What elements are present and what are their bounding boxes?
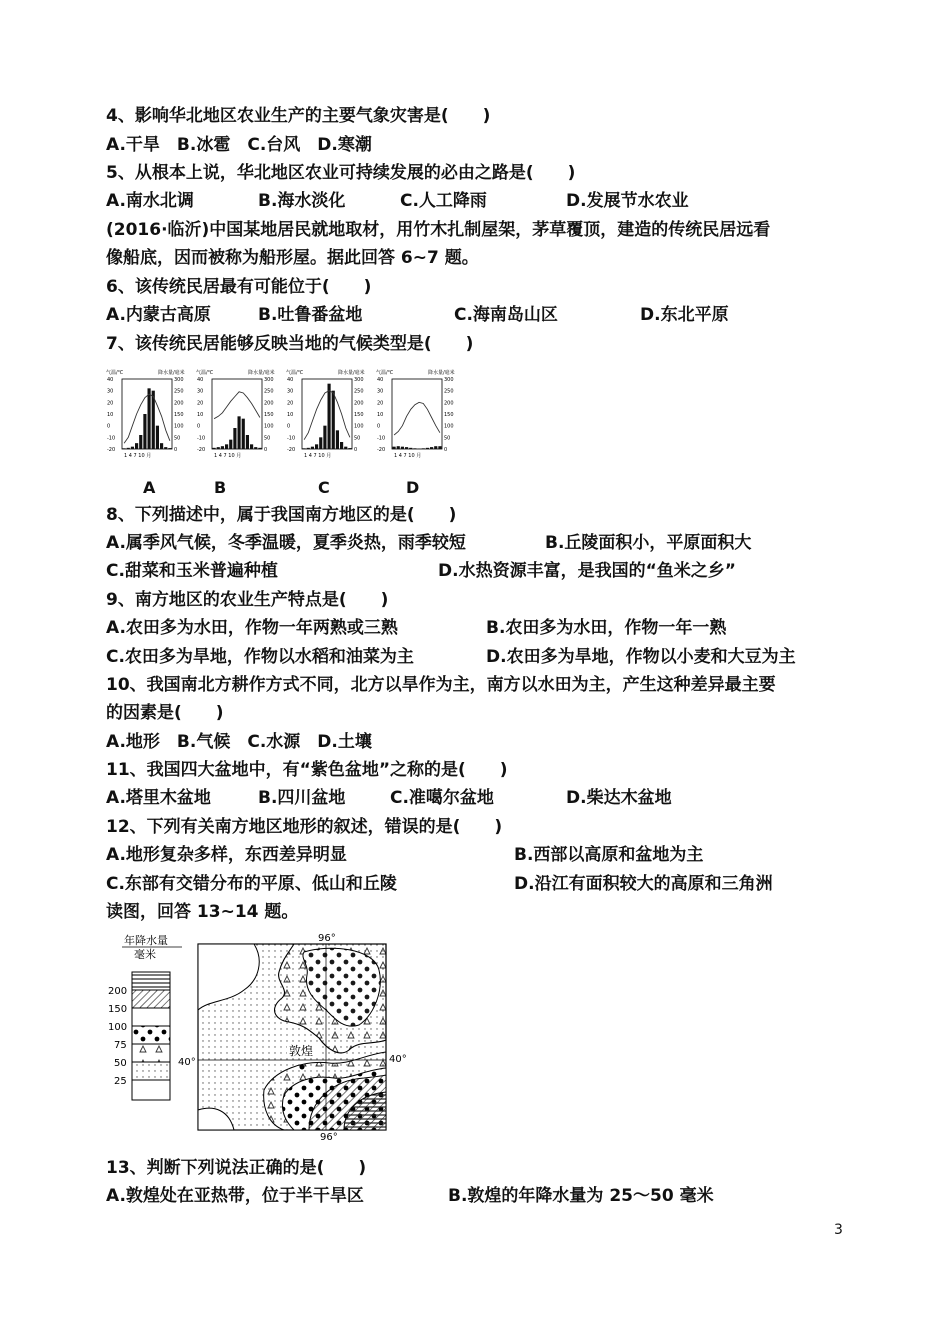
climate-precip-bar xyxy=(135,443,138,449)
climate-left-tick: 30 xyxy=(377,388,384,395)
climate-precip-bar xyxy=(413,448,416,449)
q13-option-a: A.敦煌处在亚热带，位于半干旱区 xyxy=(106,1186,364,1206)
climate-right-tick: 250 xyxy=(264,388,274,395)
climate-precip-bar xyxy=(311,447,314,449)
legend-value-150: 150 xyxy=(108,1004,128,1015)
legend-value-200: 200 xyxy=(108,986,128,997)
climate-x-ticks: 1 4 7 10 月 xyxy=(124,453,152,459)
climate-precip-bar xyxy=(250,444,253,449)
climate-precip-bar xyxy=(315,444,318,449)
climate-right-tick: 200 xyxy=(354,400,364,407)
climate-right-tick: 100 xyxy=(174,423,184,430)
climate-right-tick: 50 xyxy=(174,435,181,442)
climate-chart-0 xyxy=(106,369,185,459)
climate-precip-bar xyxy=(139,435,142,449)
q12-stem: 12、下列有关南方地区地形的叙述，错误的是( ) xyxy=(106,817,503,837)
climate-right-tick: 300 xyxy=(264,377,274,383)
climate-right-tick: 300 xyxy=(354,377,364,383)
q11-option-a: A.塔里木盆地 xyxy=(106,788,211,808)
climate-charts xyxy=(106,367,476,467)
climate-label-d: D xyxy=(406,478,420,497)
climate-label-c: C xyxy=(318,478,330,497)
map-lon-top: 96° xyxy=(318,933,336,944)
climate-precip-bar xyxy=(148,388,151,449)
climate-chart-1 xyxy=(196,369,275,459)
climate-precip-bar xyxy=(348,448,351,449)
climate-right-tick: 300 xyxy=(444,377,454,383)
climate-left-title: 气温/℃ xyxy=(376,370,394,376)
climate-right-tick: 150 xyxy=(354,412,364,418)
climate-right-tick: 150 xyxy=(444,412,454,418)
climate-precip-bar xyxy=(405,447,408,449)
climate-precip-bar xyxy=(344,447,347,449)
intro-6-7-line1: (2016·临沂)中国某地居民就地取材，用竹木扎制屋架，茅草覆顶，建造的传统民居远看 xyxy=(106,220,771,240)
climate-precip-bar xyxy=(229,440,232,449)
q12-option-a: A.地形复杂多样，东西差异明显 xyxy=(106,845,347,865)
climate-precip-bar xyxy=(430,447,433,449)
climate-x-ticks: 1 4 7 10 月 xyxy=(304,453,332,459)
climate-left-title: 气温/℃ xyxy=(196,370,214,376)
climate-precip-bar xyxy=(319,437,322,449)
climate-left-tick: -10 xyxy=(287,435,296,442)
climate-frame xyxy=(122,379,172,449)
climate-right-tick: 300 xyxy=(174,377,184,383)
climate-precip-bar xyxy=(307,448,310,449)
climate-left-tick: 40 xyxy=(197,377,204,383)
climate-right-tick: 250 xyxy=(354,388,364,395)
climate-left-tick: 40 xyxy=(377,377,384,383)
climate-precip-bar xyxy=(156,426,159,449)
climate-precip-bar xyxy=(143,414,146,449)
climate-precip-bar xyxy=(426,448,429,449)
climate-right-tick: 100 xyxy=(354,423,364,430)
legend-value-75: 75 xyxy=(114,1040,127,1051)
climate-precip-bar xyxy=(438,446,441,449)
climate-left-tick: 20 xyxy=(377,400,384,407)
climate-left-tick: 40 xyxy=(287,377,294,383)
climate-precip-bar xyxy=(336,430,339,449)
climate-right-tick: 0 xyxy=(174,447,178,453)
q9-stem: 9、南方地区的农业生产特点是( ) xyxy=(106,590,389,610)
q10-line1: 10、我国南北方耕作方式不同，北方以旱作为主，南方以水田为主，产生这种差异最主要 xyxy=(106,675,776,695)
climate-right-tick: 0 xyxy=(444,447,448,453)
climate-precip-bar xyxy=(393,447,396,449)
climate-right-title: 降水量/毫米 xyxy=(158,370,185,376)
climate-right-tick: 50 xyxy=(264,435,271,442)
climate-right-tick: 250 xyxy=(174,388,184,395)
climate-right-tick: 100 xyxy=(264,423,274,430)
q12-option-d: D.沿江有面积较大的高原和三角洲 xyxy=(514,874,773,894)
climate-precip-bar xyxy=(242,419,245,449)
legend-title-2: 毫米 xyxy=(134,948,156,961)
climate-precip-bar xyxy=(434,446,437,449)
q5-option-b: B.海水淡化 xyxy=(258,191,346,211)
climate-label-a: A xyxy=(143,478,156,497)
intro-6-7-line2: 像船底，因而被称为船形屋。据此回答 6~7 题。 xyxy=(106,248,479,268)
climate-left-tick: 30 xyxy=(197,388,204,395)
climate-precip-bar xyxy=(328,384,331,449)
climate-right-tick: 200 xyxy=(264,400,274,407)
climate-right-tick: 0 xyxy=(264,447,268,453)
climate-right-title: 降水量/毫米 xyxy=(338,370,365,376)
q13-option-b: B.敦煌的年降水量为 25～50 毫米 xyxy=(448,1186,714,1206)
climate-x-ticks: 1 4 7 10 月 xyxy=(394,453,422,459)
climate-right-title: 降水量/毫米 xyxy=(428,370,455,376)
climate-precip-bar xyxy=(303,448,306,449)
climate-left-tick: 0 xyxy=(287,423,291,430)
climate-left-tick: 0 xyxy=(197,423,201,430)
q8-option-b: B.丘陵面积小，平原面积大 xyxy=(545,533,752,553)
q7-stem: 7、该传统民居能够反映当地的气候类型是( ) xyxy=(106,334,474,354)
climate-precip-bar xyxy=(238,416,241,449)
climate-precip-bar xyxy=(233,428,236,449)
q9-option-c: C.农田多为旱地，作物以水稻和油菜为主 xyxy=(106,647,414,667)
q11-option-b: B.四川盆地 xyxy=(258,788,346,808)
climate-left-tick: 10 xyxy=(377,412,384,418)
climate-precip-bar xyxy=(340,442,343,449)
q5-option-d: D.发展节水农业 xyxy=(566,191,689,211)
q8-option-a: A.属季风气候，冬季温暖，夏季炎热，雨季较短 xyxy=(106,533,466,553)
climate-left-tick: 10 xyxy=(107,412,114,418)
climate-right-tick: 50 xyxy=(444,435,451,442)
climate-label-b: B xyxy=(214,478,227,497)
q5-option-c: C.人工降雨 xyxy=(400,191,487,211)
climate-left-tick: -20 xyxy=(197,447,206,453)
q6-option-a: A.内蒙古高原 xyxy=(106,305,211,325)
climate-precip-bar xyxy=(254,447,257,449)
climate-right-tick: 250 xyxy=(444,388,454,395)
climate-x-ticks: 1 4 7 10 月 xyxy=(214,453,242,459)
climate-left-tick: 10 xyxy=(197,412,204,418)
climate-precip-bar xyxy=(401,447,404,449)
climate-chart-3 xyxy=(376,369,455,459)
climate-precip-bar xyxy=(127,448,130,449)
q9-option-a: A.农田多为水田，作物一年两熟或三熟 xyxy=(106,618,398,638)
q12-option-b: B.西部以高原和盆地为主 xyxy=(514,845,704,865)
climate-precip-bar xyxy=(323,426,326,449)
climate-right-tick: 150 xyxy=(174,412,184,418)
q12-option-c: C.东部有交错分布的平原、低山和丘陵 xyxy=(106,874,397,894)
climate-precip-bar xyxy=(123,448,126,449)
climate-precip-bar xyxy=(131,447,134,449)
q5-stem: 5、从根本上说，华北地区农业可持续发展的必由之路是( ) xyxy=(106,163,576,183)
legend-value-25: 25 xyxy=(114,1076,127,1087)
climate-frame xyxy=(212,379,262,449)
climate-precip-bar xyxy=(160,443,163,449)
q9-option-d: D.农田多为旱地，作物以小麦和大豆为主 xyxy=(486,647,796,667)
climate-precip-bar xyxy=(164,447,167,449)
climate-left-tick: -20 xyxy=(107,447,116,453)
climate-right-tick: 200 xyxy=(444,400,454,407)
q8-option-d: D.水热资源丰富，是我国的“鱼米之乡” xyxy=(438,561,736,581)
precipitation-map xyxy=(104,930,414,1140)
climate-left-title: 气温/℃ xyxy=(106,370,124,376)
climate-precip-bar xyxy=(258,448,261,449)
climate-right-title: 降水量/毫米 xyxy=(248,370,275,376)
climate-left-tick: -10 xyxy=(107,435,116,442)
q5-option-a: A.南水北调 xyxy=(106,191,194,211)
climate-precip-bar xyxy=(332,391,335,449)
climate-right-tick: 100 xyxy=(444,423,454,430)
climate-left-tick: 20 xyxy=(107,400,114,407)
legend-title-1: 年降水量 xyxy=(124,934,168,947)
climate-right-tick: 50 xyxy=(354,435,361,442)
climate-left-tick: 10 xyxy=(287,412,294,418)
legend-value-100: 100 xyxy=(108,1022,128,1033)
map-city-dunhuang: 敦煌 xyxy=(289,1044,314,1058)
q11-option-d: D.柴达木盆地 xyxy=(566,788,672,808)
climate-left-tick: -10 xyxy=(377,435,386,442)
q6-option-d: D.东北平原 xyxy=(640,305,729,325)
q9-option-b: B.农田多为水田，作物一年一熟 xyxy=(486,618,727,638)
map-lat-left: 40° xyxy=(178,1057,196,1068)
climate-right-tick: 0 xyxy=(354,447,358,453)
climate-right-tick: 200 xyxy=(174,400,184,407)
climate-frame xyxy=(302,379,352,449)
map-lat-right: 40° xyxy=(389,1054,407,1065)
q13-stem: 13、判断下列说法正确的是( ) xyxy=(106,1158,367,1178)
climate-chart-2 xyxy=(286,369,365,459)
climate-left-tick: 0 xyxy=(377,423,381,430)
climate-frame xyxy=(392,379,442,449)
climate-left-tick: -20 xyxy=(287,447,296,453)
climate-left-tick: -10 xyxy=(197,435,206,442)
climate-left-tick: -20 xyxy=(377,447,386,453)
climate-left-tick: 40 xyxy=(107,377,114,383)
climate-precip-bar xyxy=(422,448,425,449)
q10-options: A.地形 B.气候 C.水源 D.土壤 xyxy=(106,732,372,752)
climate-precip-bar xyxy=(246,435,249,449)
q10-line2: 的因素是( ) xyxy=(106,703,224,723)
q8-stem: 8、下列描述中，属于我国南方地区的是( ) xyxy=(106,505,457,525)
intro-13-14: 读图，回答 13~14 题。 xyxy=(106,902,299,922)
climate-left-tick: 20 xyxy=(287,400,294,407)
q6-option-c: C.海南岛山区 xyxy=(454,305,558,325)
climate-precip-bar xyxy=(168,448,171,449)
q11-stem: 11、我国四大盆地中，有“紫色盆地”之称的是( ) xyxy=(106,760,508,780)
climate-precip-bar xyxy=(217,447,220,449)
climate-left-tick: 20 xyxy=(197,400,204,407)
climate-left-tick: 30 xyxy=(107,388,114,395)
q11-option-c: C.准噶尔盆地 xyxy=(390,788,494,808)
climate-precip-bar xyxy=(397,446,400,449)
climate-right-tick: 150 xyxy=(264,412,274,418)
climate-left-tick: 0 xyxy=(107,423,111,430)
climate-precip-bar xyxy=(225,444,228,449)
climate-left-tick: 30 xyxy=(287,388,294,395)
climate-precip-bar xyxy=(221,446,224,449)
q4-stem: 4、影响华北地区农业生产的主要气象灾害是( ) xyxy=(106,106,491,126)
q8-option-c: C.甜菜和玉米普遍种植 xyxy=(106,561,278,581)
climate-precip-bar xyxy=(409,448,412,449)
climate-left-title: 气温/℃ xyxy=(286,370,304,376)
q6-option-b: B.吐鲁番盆地 xyxy=(258,305,363,325)
q6-stem: 6、该传统民居最有可能位于( ) xyxy=(106,277,372,297)
climate-precip-bar xyxy=(213,448,216,449)
page-number: 3 xyxy=(834,1222,843,1238)
legend-value-50: 50 xyxy=(114,1058,127,1069)
q4-options: A.干旱 B.冰雹 C.台风 D.寒潮 xyxy=(106,135,372,155)
map-lon-bottom: 96° xyxy=(320,1132,338,1140)
